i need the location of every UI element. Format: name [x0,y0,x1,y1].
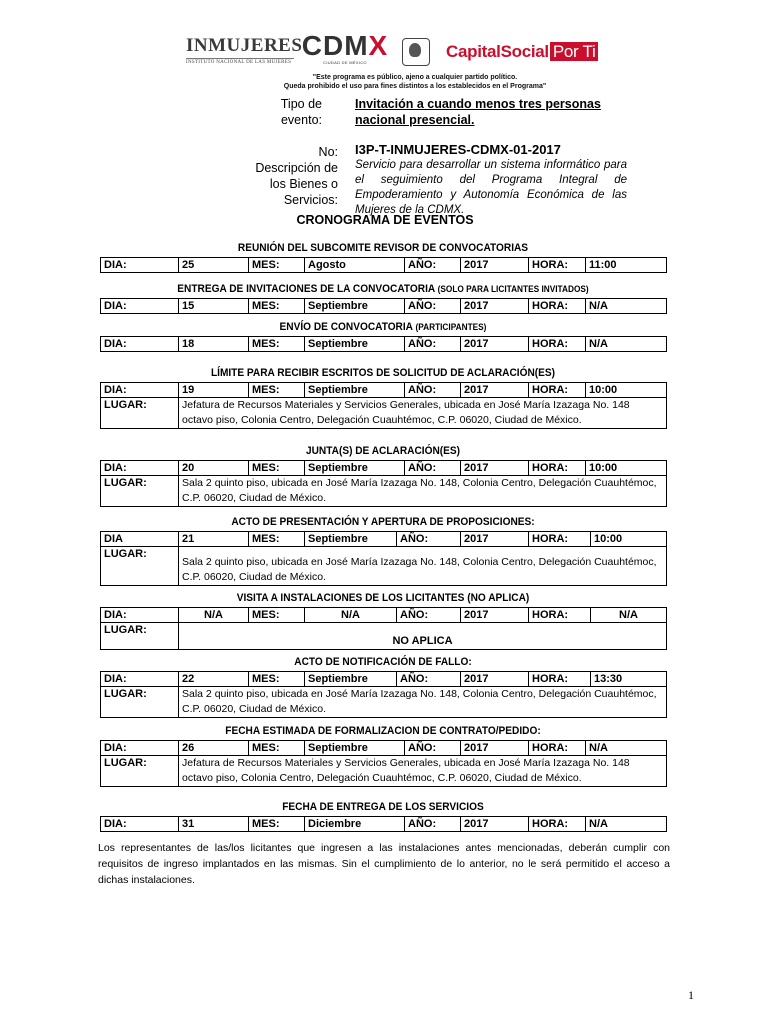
lugar-label: LUGAR: [101,623,179,650]
lugar-value: Sala 2 quinto piso, ubicada en José María Izazaga No. 148, Colonia Centro, Delegación Cuauhtémoc, C.P. 06020, Ciudad de México. [179,547,667,586]
mes-value: Septiembre [305,337,405,352]
inmujeres-logo [186,35,303,65]
dia-value: 25 [179,258,249,273]
lugar-label: LUGAR: [101,687,179,718]
dia-label: DIA: [101,461,179,476]
mes-value: Septiembre [305,461,405,476]
section-title: JUNTA(S) DE ACLARACIÓN(ES) [305,445,461,457]
anio-label: AÑO: [397,532,461,547]
anio-value: 2017 [461,383,529,398]
section-title: FECHA DE ENTREGA DE LOS SERVICIOS [282,801,484,813]
anio-value: 2017 [461,741,529,756]
tipo-evento-value: Invitación a cuando menos tres personas nacional presencial. [355,97,601,127]
table-row [101,337,667,352]
mes-label: MES: [249,741,305,756]
cdmx-logo-text: CDMX [301,30,389,61]
dia-label: DIA: [101,672,179,687]
hora-value: 13:30 [591,672,667,687]
section-title: ACTO DE PRESENTACIÓN Y APERTURA DE PROPOSICIONES: [231,516,535,528]
anio-value: 2017 [461,532,529,547]
inmujeres-logo-text: INMUJERES [186,35,303,56]
mes-value: Septiembre [305,741,405,756]
table-row [101,532,667,547]
table-row [101,299,667,314]
anio-label: AÑO: [405,741,461,756]
section-title: REUNIÓN DEL SUBCOMITE REVISOR DE CONVOCATORIAS [237,242,529,254]
lugar-value: Sala 2 quinto piso, ubicada en José María Izazaga No. 148, Colonia Centro, Delegación Cuauhtémoc, C.P. 06020, Ciudad de México. [179,476,667,507]
event-table [100,671,667,718]
table-row [101,756,667,787]
lugar-value: Sala 2 quinto piso, ubicada en José María Izazaga No. 148, Colonia Centro, Delegación Cuauhtémoc, C.P. 06020, Ciudad de México. [179,687,667,718]
cdmx-logo [300,32,390,65]
hora-value: 10:00 [586,461,667,476]
section-title [123,283,644,295]
event-table [100,382,667,429]
lugar-label: LUGAR: [101,398,179,429]
table-row [101,623,667,650]
hora-label: HORA: [529,672,591,687]
cronograma-title: CRONOGRAMA DE EVENTOS [296,213,474,227]
table-row [101,608,667,623]
dia-value: 26 [179,741,249,756]
hora-value: N/A [586,299,667,314]
mes-label: MES: [249,337,305,352]
disclaimer-line-2: Queda prohibido el uso para fines distintos a los establecidos en el Programa" [283,83,547,90]
event-table [100,460,667,507]
hora-value: 10:00 [591,532,667,547]
mes-label: MES: [249,608,305,623]
table-row [101,383,667,398]
section-title-note: (PARTICIPANTES) [415,322,487,332]
dia-value: 15 [179,299,249,314]
anio-label: AÑO: [397,672,461,687]
lugar-value: NO APLICA [179,623,667,650]
dia-label: DIA [101,532,179,547]
cdmx-logo-subtitle: CIUDAD DE MÉXICO [323,60,367,65]
dia-label: DIA: [101,383,179,398]
lugar-label: LUGAR: [101,476,179,507]
mes-value: Diciembre [305,817,405,832]
inmujeres-logo-subtitle: INSTITUTO NACIONAL DE LAS MUJERES [186,58,294,65]
hora-label: HORA: [529,258,586,273]
mes-value: N/A [305,608,397,623]
dia-value: 19 [179,383,249,398]
dia-label: DIA: [101,337,179,352]
section-title-main: ENVÍO DE CONVOCATORIA [279,321,413,333]
table-row [101,547,667,586]
disclaimer-line-1: "Este programa es público, ajeno a cualquier partido político. [312,74,518,81]
section-title: FECHA ESTIMADA DE FORMALIZACION DE CONTRATO/PEDIDO: [225,725,541,737]
header-logos [0,30,770,70]
hora-label: HORA: [529,817,586,832]
section-title: ACTO DE NOTIFICACIÓN DE FALLO: [294,656,472,668]
anio-value: 2017 [461,337,529,352]
table-row [101,476,667,507]
table-row [101,817,667,832]
anio-value: 2017 [461,258,529,273]
mes-value: Septiembre [305,672,397,687]
access-requirements-note: Los representantes de las/los licitantes que ingresen a las instalaciones antes mencionadas, deberán cumplir con requisitos de ingreso implantados en las mismas. Sin el cumplimiento de lo anterior, no le será permitido el acceso a dichas instalaciones. [98,842,670,886]
numero-value: I3P-T-INMUJERES-CDMX-01-2017 [355,142,561,157]
dia-value: 20 [179,461,249,476]
capital-social-logo [446,42,598,62]
page-number: 1 [688,988,694,1002]
dia-value: N/A [179,608,249,623]
section-title [123,321,644,333]
event-table [100,740,667,787]
descripcion-value: Servicio para desarrollar un sistema informático para el seguimiento del Programa Integral de Empoderamiento y Autonomía Económica de las Mujeres de la CDMX. [355,159,627,216]
lugar-value: Jefatura de Recursos Materiales y Servicios Generales, ubicada en José María Izazaga No. 148 octavo piso, Colonia Centro, Delegación Cuauhtémoc, C.P. 06020, Ciudad de México. [179,756,667,787]
mes-label: MES: [249,383,305,398]
tipo-evento-label: Tipo de evento: [280,97,322,127]
hora-value: N/A [586,817,667,832]
anio-label: AÑO: [405,337,461,352]
hora-value: N/A [586,741,667,756]
table-row [101,258,667,273]
dia-label: DIA: [101,258,179,273]
hora-value: N/A [586,337,667,352]
table-row [101,672,667,687]
section-title-main: ENTREGA DE INVITACIONES DE LA CONVOCATORIA [177,283,435,295]
dia-value: 21 [179,532,249,547]
event-table [100,257,667,273]
anio-label: AÑO: [405,461,461,476]
dia-value: 31 [179,817,249,832]
anio-label: AÑO: [405,817,461,832]
mes-label: MES: [249,258,305,273]
anio-value: 2017 [461,461,529,476]
hora-value: N/A [591,608,667,623]
capital-social-logo-text: CapitalSocial [446,42,549,61]
section-title: VISITA A INSTALACIONES DE LOS LICITANTES (NO APLICA) [236,592,530,604]
numero-label: No: [318,145,338,159]
program-disclaimer [270,73,560,91]
anio-value: 2017 [461,817,529,832]
mes-value: Septiembre [305,532,397,547]
section-title: LÍMITE PARA RECIBIR ESCRITOS DE SOLICITUD DE ACLARACIÓN(ES) [210,367,556,379]
event-table [100,336,667,352]
table-row [101,461,667,476]
hora-label: HORA: [529,532,591,547]
mes-label: MES: [249,532,305,547]
dia-label: DIA: [101,741,179,756]
hora-value: 11:00 [586,258,667,273]
hora-label: HORA: [529,608,591,623]
mes-label: MES: [249,299,305,314]
mes-label: MES: [249,461,305,476]
event-table [100,816,667,832]
event-table [100,531,667,586]
hora-value: 10:00 [586,383,667,398]
anio-label: AÑO: [397,608,461,623]
hora-label: HORA: [529,337,586,352]
capital-social-logo-box: Por Ti [550,42,599,61]
lugar-value: Jefatura de Recursos Materiales y Servicios Generales, ubicada en José María Izazaga No. 148 octavo piso, Colonia Centro, Delegación Cuauhtémoc, C.P. 06020, Ciudad de México. [179,398,667,429]
table-row [101,398,667,429]
anio-label: AÑO: [405,383,461,398]
lugar-label: LUGAR: [101,547,179,586]
dia-label: DIA: [101,817,179,832]
anio-value: 2017 [461,608,529,623]
mes-value: Agosto [305,258,405,273]
event-table [100,607,667,650]
hora-label: HORA: [529,741,586,756]
section-title-note: (SOLO PARA LICITANTES INVITADOS) [437,284,589,294]
anio-label: AÑO: [405,258,461,273]
descripcion-label: Descripción de los Bienes o Servicios: [255,161,338,207]
event-table [100,298,667,314]
government-seal-icon [402,38,430,66]
lugar-label: LUGAR: [101,756,179,787]
dia-label: DIA: [101,608,179,623]
anio-label: AÑO: [405,299,461,314]
mes-label: MES: [249,817,305,832]
dia-label: DIA: [101,299,179,314]
table-row [101,741,667,756]
hora-label: HORA: [529,383,586,398]
anio-value: 2017 [461,672,529,687]
hora-label: HORA: [529,299,586,314]
mes-value: Septiembre [305,299,405,314]
dia-value: 22 [179,672,249,687]
mes-value: Septiembre [305,383,405,398]
hora-label: HORA: [529,461,586,476]
dia-value: 18 [179,337,249,352]
anio-value: 2017 [461,299,529,314]
table-row [101,687,667,718]
mes-label: MES: [249,672,305,687]
